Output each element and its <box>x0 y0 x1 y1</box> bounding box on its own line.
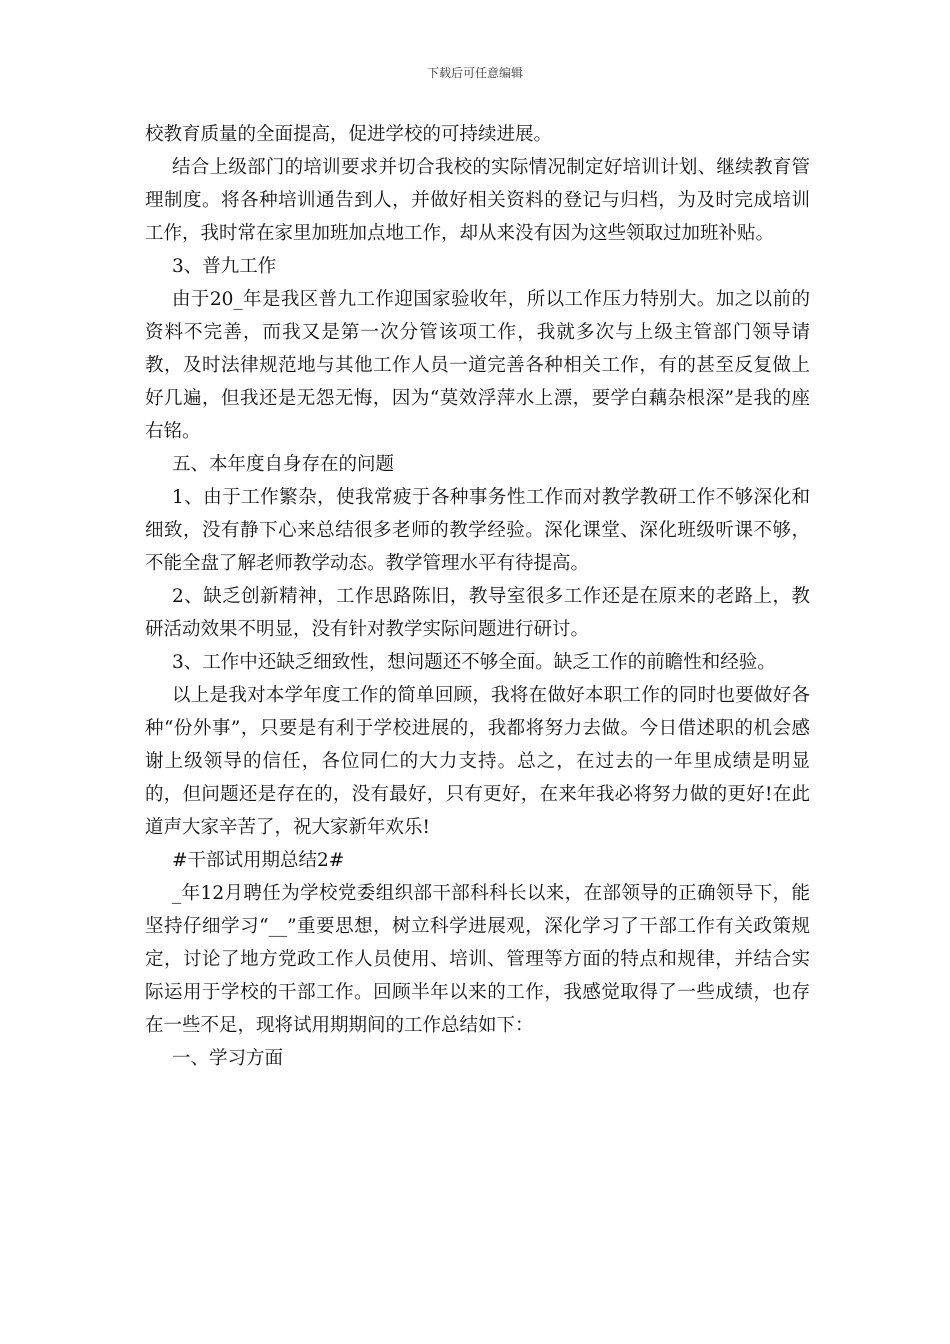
paragraph: 2、缺乏创新精神，工作思路陈旧，教导室很多工作还是在原来的老路上，教研活动效果不明显，没有针对教学实际问题进行研讨。 <box>145 586 810 640</box>
paragraph: _年12月聘任为学校党委组织部干部科科长以来，在部领导的正确领导下，能坚持仔细学习“__”重要思想，树立科学进展观，深化学习了干部工作有关政策规定，讨论了地方党政工作人员使用、培训、管理等方面的特点和规律，并结合实际运用于学校的干部工作。回顾半年以来的工作，我感觉取得了一些成绩，也存在一些不足，现将试用期期间的工作总结如下： <box>145 883 810 1036</box>
section-heading: 一、学习方面 <box>172 1048 284 1069</box>
paragraph: 1、由于工作繁杂，使我常疲于各种事务性工作而对教学教研工作不够深化和细致，没有静下心来总结很多老师的教学经验。深化课堂、深化班级听课不够，不能全盘了解老师教学动态。教学管理水平有待提高。 <box>145 487 810 574</box>
paragraph: 以上是我对本学年度工作的简单回顾，我将在做好本职工作的同时也要做好各种“份外事”，只要是有利于学校进展的，我都将努力去做。今日借述职的机会感谢上级领导的信任，各位同仁的大力支持。总之，在过去的一年里成绩是明显的，但问题还是存在的，没有最好，只有更好，在来年我必将努力做的更好!在此道声大家辛苦了，祝大家新年欢乐! <box>145 685 810 838</box>
paragraph: 结合上级部门的培训要求并切合我校的实际情况制定好培训计划、继续教育管理制度。将各种培训通告到人，并做好相关资料的登记与归档，为及时完成培训工作，我时常在家里加班加点地工作，却从来没有因为这些领取过加班补贴。 <box>145 157 810 244</box>
paragraph: 校教育质量的全面提高，促进学校的可持续进展。 <box>145 124 553 145</box>
page-header-note: 下载后可任意编辑 <box>426 66 523 80</box>
section-heading: #干部试用期总结2# <box>172 850 345 871</box>
paragraph: 由于20_年是我区普九工作迎国家验收年，所以工作压力特别大。加之以前的资料不完善，而我又是第一次分管该项工作，我就多次与上级主管部门领导请教，及时法律规范地与其他工作人员一道完善各种相关工作，有的甚至反复做上好几遍，但我还是无怨无悔，因为“莫效浮萍水上漂，要学白藕杂根深”是我的座右铭。 <box>145 289 810 442</box>
paragraph: 3、工作中还缺乏细致性，想问题还不够全面。缺乏工作的前瞻性和经验。 <box>172 652 776 673</box>
section-heading: 五、本年度自身存在的问题 <box>172 454 395 475</box>
document-body <box>145 118 810 1075</box>
section-heading: 3、普九工作 <box>172 256 277 277</box>
